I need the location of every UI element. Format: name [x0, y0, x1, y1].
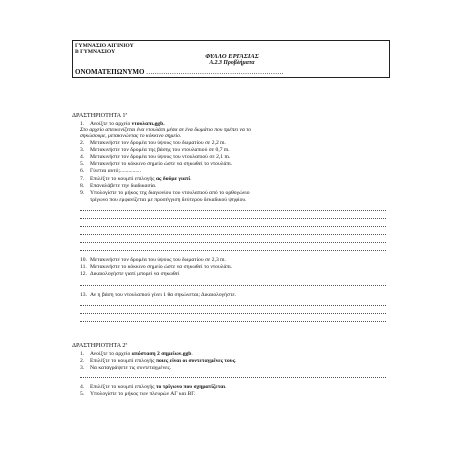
a1-item-13: 13. Αν η βάση του ντουλαπιού γίνει 1 θα σηκώνεται; Δικαιολογήστε.: [80, 292, 237, 298]
a1-item-9-cont: τρίγωνο που εμφανίζεται με προσέγγιση δεύτερου δεκαδικού ψηφίου.: [90, 197, 247, 203]
a1-item-2: 2. Μετακινήστε τον δρομέα του ύψους του δωματίου σε 2,2 m.: [80, 140, 226, 146]
a1-item-1: 1. Ανοίξτε το αρχείο ντουλαπι.ggb.: [80, 121, 165, 127]
answer-line[interactable]: [80, 226, 386, 227]
answer-line[interactable]: [80, 242, 386, 243]
a1-intro-line-1: Στο αρχείο απεικονίζεται ένα ντουλάπι μέσα σε ένα δωμάτιο που πρέπει να το: [80, 127, 252, 133]
button-name: το τρίγωνο που σχηματίζεται: [155, 384, 226, 390]
answer-line[interactable]: [80, 305, 386, 306]
name-field[interactable]: ................................................................: [146, 68, 284, 76]
a2-item-4: 4. Επιλέξτε το κουμπί επιλογής το τρίγωνο που σχηματίζεται.: [80, 384, 227, 390]
answer-line[interactable]: [80, 218, 386, 219]
a1-item-3: 3. Μετακινήστε τον δρομέα της βάσης του ντουλαπιού σε 0,7 m.: [80, 147, 230, 153]
name-label: ΟΝΟΜΑΤΕΠΩΝΥΜΟ: [75, 68, 145, 76]
a1-item-10: 10. Μετακινήστε τον δρομέα του ύψους του δωματίου σε 2,3 m.: [80, 257, 226, 263]
answer-line[interactable]: [80, 234, 386, 235]
activity-2-title: ΔΡΑΣΤΗΡΙΟΤΗΤΑ 2ª: [72, 342, 128, 349]
answer-line[interactable]: [80, 377, 386, 378]
a1-item-4: 4. Μετακινήστε τον δρομέα του ύψους του ντουλαπιού σε 2,1 m.: [80, 154, 231, 160]
header-box: [72, 40, 390, 78]
file-name: απόσταση 2 σημείων.ggb: [131, 351, 192, 357]
a1-item-9: 9. Υπολογίστε το μήκος της διαγωνίου του ντουλαπιού από το ορθογώνιο: [80, 190, 250, 196]
a2-item-5: 5. Υπολογίστε το μήκος των πλευρών ΑΓ και ΒΓ.: [80, 391, 196, 397]
answer-line[interactable]: [80, 321, 386, 322]
class-name: Β ΓΥΜΝΑΣΙΟΥ: [75, 49, 116, 55]
a2-item-2: 2. Επιλέξτε το κουμπί επιλογής ποιες είναι οι συντεταγμένες τους.: [80, 358, 237, 364]
button-name: ας δούμε γιατί: [155, 176, 191, 182]
name-row: [75, 68, 284, 76]
worksheet-subtitle: Α.2.3 Προβλήματα: [209, 60, 255, 66]
button-name: ποιες είναι οι συντεταγμένες τους: [155, 358, 236, 364]
answer-line[interactable]: [80, 210, 386, 211]
answer-line[interactable]: [80, 313, 386, 314]
activity-1-title: ΔΡΑΣΤΗΡΙΟΤΗΤΑ 1ª: [72, 112, 128, 119]
school-name: ΓΥΜΝΑΣΙΟ ΑΙΓΙΝΙΟΥ: [75, 43, 134, 49]
a1-intro-line-2: σηκώσουμε, μετακινώντας το κόκκινο σημείο.: [80, 133, 182, 139]
a1-item-6: 6. Γίνεται αυτό;...............: [80, 168, 141, 174]
worksheet-title: ΦΥΛΛΟ ΕΡΓΑΣΙΑΣ: [205, 53, 259, 60]
a1-item-12: 12. Δικαιολογήστε γιατί μπορεί να σηκωθεί: [80, 271, 180, 277]
file-name: ντουλαπι.ggb.: [131, 121, 165, 127]
answer-line[interactable]: [80, 285, 386, 286]
a2-item-1: 1. Ανοίξτε το αρχείο απόσταση 2 σημείων.ggb.: [80, 351, 193, 357]
a1-item-7: 7. Επιλέξτε το κουμπί επιλογής ας δούμε γιατί.: [80, 176, 192, 182]
a1-item-11: 11. Μετακινήστε το κόκκινο σημείο ώστε να σηκωθεί το ντουλάπι.: [80, 264, 233, 270]
a1-item-8: 8. Επαναλάβετε την διαδικασία.: [80, 183, 157, 189]
answer-line[interactable]: [80, 250, 386, 251]
a2-item-3: 3. Να καταγράψετε τις συντεταγμένες.: [80, 365, 172, 371]
a1-item-5: 5. Μετακινήστε το κόκκινο σημείο ώστε να σηκωθεί το ντουλάπι.: [80, 161, 233, 167]
